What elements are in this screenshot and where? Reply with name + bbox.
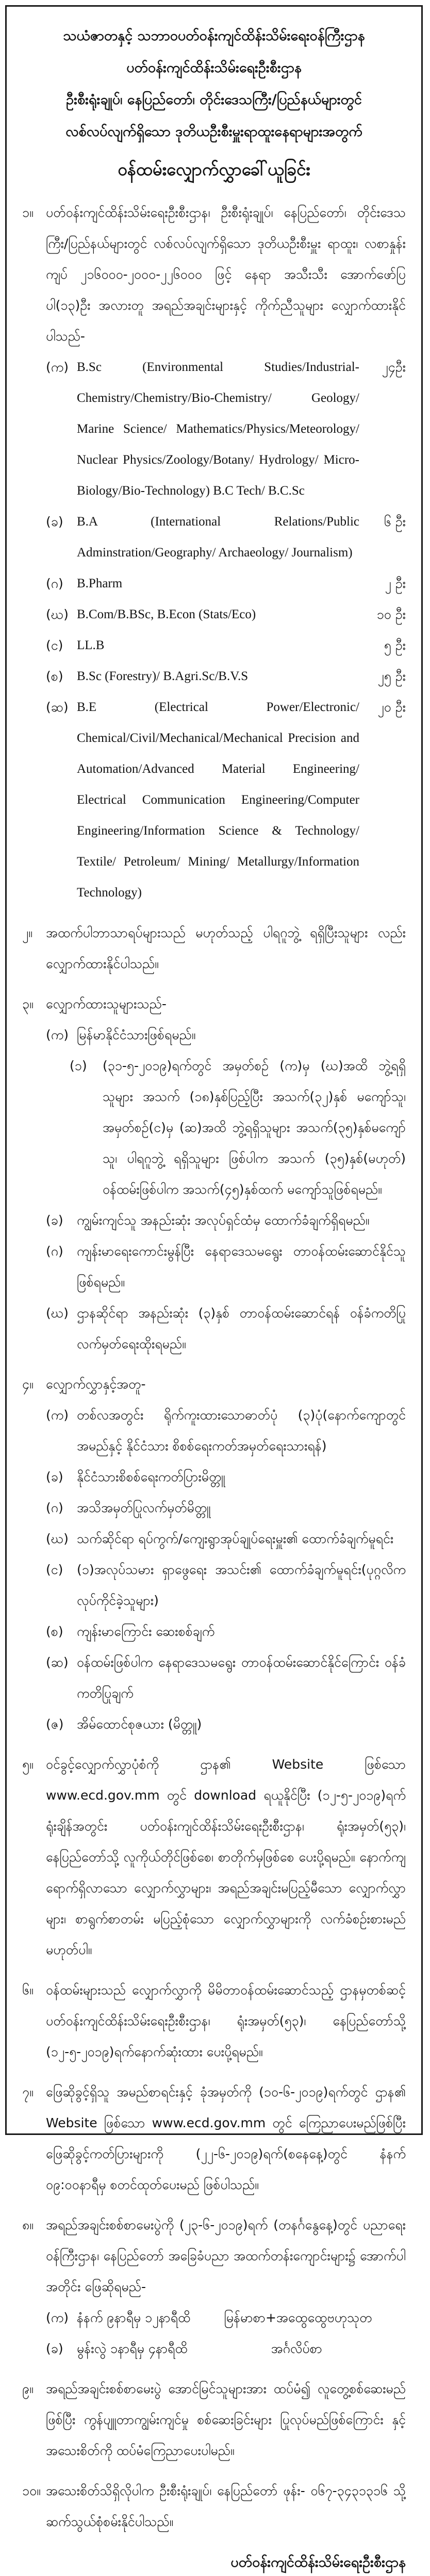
section-5 xyxy=(22,1749,406,1965)
section-number: ၁၀။ xyxy=(22,2483,41,2498)
exam-subject: အင်္ဂလိပ်စာ xyxy=(271,2341,322,2356)
item-text: ဌာနဆိုင်ရာ အနည်းဆုံး (၃)နှစ် တာဝန်ထမ်းဆောင်ရန် ဝန်ခံကတိပြု လက်မှတ်ရေးထိုးရမည်။ xyxy=(77,1306,406,1351)
degree-count: ၂၄ဦး xyxy=(382,360,406,375)
section-text: အသေးစိတ်သိရှိလိုပါက ဦးစီးရုံးချုပ်၊ နေပြည်တော် ဖုန်း- ၀၆၇-၃၄၃၁၃၁၆ သို့ ဆက်သွယ်စုံစမ်းနိုင်ပါသည်။ xyxy=(46,2483,406,2529)
item-number: (ခ) xyxy=(46,1469,63,1484)
degree-text: B.A (International Relations/Public Adminstration/Geography/ Archaeology/ Journalism) xyxy=(77,515,359,560)
eligibility-item xyxy=(46,1020,406,1050)
degree-item xyxy=(46,599,406,630)
exam-session xyxy=(46,2333,406,2364)
degree-number: (င) xyxy=(46,638,63,653)
issuing-department: ပတ်ဝန်းကျင်ထိန်းသိမ်းရေးဦးစီးဌာန xyxy=(230,2554,406,2570)
item-number: (ခ) xyxy=(46,2341,63,2356)
degree-text: LL.B xyxy=(77,638,105,652)
office-locations: ဦးစီးရုံးချုပ်၊ နေပြည်တော်၊ တိုင်းဒေသကြီး/ပြည်နယ်များတွင် xyxy=(66,92,362,108)
degree-count: ၂၅ ဦး xyxy=(377,669,406,684)
degree-item xyxy=(46,630,406,661)
exam-time: နံနက် ၉နာရီမှ ၁၂နာရီထိ xyxy=(77,2310,191,2325)
section-text: လျှောက်လွှာနှင့်အတူ- xyxy=(46,1377,146,1392)
section-1 xyxy=(22,197,406,352)
eligibility-item xyxy=(46,1236,406,1298)
degree-number: (ဆ) xyxy=(46,700,69,715)
section-number: ၇။ xyxy=(22,2084,34,2099)
exam-session xyxy=(46,2302,406,2333)
eligibility-item xyxy=(46,1205,406,1236)
item-text: အိမ်ထောင်စုဇယား (မိတ္တူ) xyxy=(77,1717,202,1732)
degree-text: B.Sc (Forestry)/ B.Agri.Sc/B.V.S xyxy=(77,669,249,683)
item-text: မြန်မာနိုင်ငံသားဖြစ်ရမည်။ xyxy=(77,1027,196,1042)
section-text: ဖြေဆိုခွင့်ရှိသူ အမည်စာရင်းနှင့် ခုံအမှတ်ကို (၁၀-၆-၂၀၁၉)ရက်တွင် ဌာန၏ Website ဖြစ်သော www.ecd.gov.mm တွင် ကြေညာပေးမည်ဖြစ်ပြီး ဖြေဆိုခွင့်ကတ်ပြားများကို (၂၂-၆-၂၀၁၉)ရက်(စနေနေ့)တွင် နံနက် ၀၉:၀၀နာရီမှ စတင်ထုတ်ပေးမည် ဖြစ်ပါသည်။ xyxy=(46,2084,406,2192)
section-number: ၃။ xyxy=(22,996,34,1011)
section-text: အရည်အချင်းစစ်စာမေးပွဲကို (၂၃-၆-၂၀၁၉)ရက် (တနင်္ဂနွေနေ့)တွင် ပညာရေးဝန်ကြီးဌာန၊ နေပြည်တော် အခြေခံပညာ အထက်တန်းကျောင်းများ၌ အောက်ပါအတိုင်း ဖြေဆိုရမည်- xyxy=(46,2217,406,2294)
attachment-item xyxy=(46,1523,406,1554)
degree-list xyxy=(22,352,406,908)
degree-number: (ဂ) xyxy=(46,576,63,591)
section-8 xyxy=(22,2210,406,2302)
item-number: (ဂ) xyxy=(46,1244,63,1259)
item-text: ဝန်ထမ်းဖြစ်ပါက နေရာဒေသမရွေး တာဝန်ထမ်းဆောင်နိုင်ကြောင်း ဝန်ခံကတိပြုချက် xyxy=(77,1655,406,1701)
section-text: လျှောက်ထားသူများသည်- xyxy=(46,996,167,1011)
degree-count: ၂ ဦး xyxy=(385,576,406,591)
section-3 xyxy=(22,989,406,1020)
degree-item xyxy=(46,352,406,506)
ministry-name: သယံဇာတနှင့် သဘာဝပတ်ဝန်းကျင်ထိန်းသိမ်းရေးဝန်ကြီးဌာန xyxy=(63,28,365,44)
exam-schedule xyxy=(22,2302,406,2364)
exam-subject: မြန်မာစာ+အထွေထွေဗဟုသုတ xyxy=(224,2310,372,2325)
item-text: သက်ဆိုင်ရာ ရပ်ကွက်/ကျေးရွာအုပ်ချုပ်ရေးမှူး၏ ထောက်ခံချက်မူရင်း xyxy=(77,1531,394,1546)
degree-item xyxy=(46,692,406,908)
section-number: ၆။ xyxy=(22,1982,34,1997)
section-number: ၉။ xyxy=(22,2381,34,2396)
item-number: (က) xyxy=(46,2310,69,2325)
item-number: (က) xyxy=(46,1408,69,1422)
announcement-page xyxy=(5,5,423,2570)
section-text: ဝင်ခွင့်လျှောက်လွှာပုံစံကို ဌာန၏ Website ဖြစ်သော www.ecd.gov.mm တွင် download ရယူနိုင်ပြီး (၁၂-၅-၂၀၁၉)ရက် ရုံးချိန်အတွင်း ပတ်ဝန်းကျင်ထိန်းသိမ်းရေးဦးစီးဌာန၊ ရုံးအမှတ်(၅၃)၊ နေပြည်တော်သို့ လူကိုယ်တိုင်ဖြစ်စေ၊ စာတိုက်မှဖြစ်စေ ပေးပို့ရမည်။ နောက်ကျရောက်ရှိလာသော လျှောက်လွှာများ၊ အရည်အချင်းမပြည့်မီသော လျှောက်လွှာများ၊ စာရွက်စာတမ်း မပြည့်စုံသော လျှောက်လွှာများကို လက်ခံစဉ်းစားမည် မဟုတ်ပါ။ xyxy=(46,1757,406,1957)
eligibility-item xyxy=(46,1298,406,1360)
eligibility-sub-item xyxy=(70,1050,406,1205)
item-number: (င) xyxy=(46,1562,63,1577)
section-text: ဝန်ထမ်းများသည် လျှောက်လွှာကို မိမိတာဝန်ထမ်းဆောင်သည့် ဌာနမှတစ်ဆင့် ပတ်ဝန်းကျင်ထိန်းသိမ်းရေးဦးစီးဌာန၊ ရုံးအမှတ်(၅၃)၊ နေပြည်တော်သို့ (၁၂-၅-၂၀၁၉)ရက်နောက်ဆုံးထား ပေးပို့ရမည်။ xyxy=(46,1982,406,2059)
attachment-item xyxy=(46,1616,406,1647)
degree-text: B.Sc (Environmental Studies/Industrial-Chemistry/Chemistry/Bio-Chemistry/ Geology/ Marine Science/ Mathematics/Physics/Meteorology/ Nuclear Physics/Zoology/Botany/ Hydrology/ Micro-Biology/Bio-Technology) B.C Tech/ B.C.Sc xyxy=(77,360,359,498)
section-text: အထက်ပါဘာသာရပ်များသည် မဟုတ်သည့် ပါရဂူဘွဲ့ ရရှိပြီးသူများ လည်း လျှောက်ထားနိုင်ပါသည်။ xyxy=(46,925,406,971)
item-number: (ဃ) xyxy=(46,1531,69,1546)
item-number: (ဂ) xyxy=(46,1500,63,1515)
page-title: ဝန်ထမ်းလျှောက်လွှာခေါ်ယူခြင်း xyxy=(118,159,310,179)
section-10 xyxy=(22,2476,406,2537)
vacancy-description: လစ်လပ်လျက်ရှိသော ဒုတိယဦးစီးမှူးရာထူးနေရာများအတွက် xyxy=(65,124,362,140)
section-9 xyxy=(22,2374,406,2466)
attachment-item xyxy=(46,1462,406,1493)
section-number: ၂။ xyxy=(22,925,32,940)
attachment-item xyxy=(46,1554,406,1616)
sub-item-text: (၃၁-၅-၂၀၁၉)ရက်တွင် အမှတ်စဉ် (က)မှ (ဃ)အထိ ဘွဲ့ရရှိသူများ အသက် (၁၈)နှစ်ပြည့်ပြီး အသက်(၃၂)နှစ် မကျော်သူ၊ အမှတ်စဉ်(င)မှ (ဆ)အထိ ဘွဲ့ရရှိသူများ အသက်(၃၅)နှစ်မကျော်သူ၊ ပါရဂူဘွဲ့ ရရှိသူများ ဖြစ်ပါက အသက် (၃၅)နှစ်(မဟုတ်) ဝန်ထမ်းဖြစ်ပါက အသက်(၄၅)နှစ်ထက် မကျော်သူဖြစ်ရမည်။ xyxy=(103,1058,406,1197)
section-7 xyxy=(22,2077,406,2200)
attachment-item xyxy=(46,1709,406,1740)
degree-item xyxy=(46,568,406,599)
attachment-item xyxy=(46,1493,406,1523)
exam-time: မွန်းလွဲ ၁နာရီမှ ၄နာရီထိ xyxy=(77,2341,188,2356)
item-text: ကျန်းမာရေးကောင်းမွန်ပြီး နေရာဒေသမရွေး တာဝန်ထမ်းဆောင်နိုင်သူဖြစ်ရမည်။ xyxy=(77,1244,406,1290)
degree-count: ၆ ဦး xyxy=(384,514,406,529)
degree-count: ၅ ဦး xyxy=(384,638,406,653)
item-number: (ဇ) xyxy=(46,1717,64,1732)
degree-number: (စ) xyxy=(46,669,63,684)
section-2 xyxy=(22,918,406,979)
degree-text: B.Com/B.BSc, B.Econ (Stats/Eco) xyxy=(77,607,256,621)
degree-item xyxy=(46,661,406,692)
degree-text: B.Pharm xyxy=(77,577,123,590)
item-number: (က) xyxy=(46,1027,69,1042)
section-4 xyxy=(22,1369,406,1400)
section-6 xyxy=(22,1975,406,2067)
header xyxy=(22,20,406,188)
attachment-item xyxy=(46,1400,406,1462)
section-text: ပတ်ဝန်းကျင်ထိန်းသိမ်းရေးဦးစီးဌာန၊ ဦးစီးရုံးချုပ်၊ နေပြည်တော်၊ တိုင်းဒေသကြီး/ပြည်နယ်များတွင် လစ်လပ်လျက်ရှိသော ဒုတိယဦးစီးမှူး ရာထူး၊ လစာနှုန်း ကျပ် ၂၁၆၀၀၀-၂၀၀၀-၂၂၆၀၀၀ ဖြင့် နေရာ အသီးသီး အောက်ဖော်ပြပါ(၁၃)ဦး အလားတူ အရည်အချင်းများနှင့် ကိုက်ညီသူများ လျှောက်ထားနိုင်ပါသည်- xyxy=(46,205,406,344)
section-number: ၅။ xyxy=(22,1757,34,1772)
item-text: တစ်လအတွင်း ရိုက်ကူးထားသောဓာတ်ပုံ (၃)ပုံ(နောက်ကျောတွင် အမည်နှင့် နိုင်ငံသား စိစစ်ရေးကတ်အမှတ်ရေးသားရန်) xyxy=(77,1408,406,1453)
attachments-list xyxy=(22,1400,406,1740)
item-number: (ခ) xyxy=(46,1213,63,1228)
item-number: (ဆ) xyxy=(46,1655,69,1670)
degree-count: ၂၀ ဦး xyxy=(377,700,406,715)
item-text: နိုင်ငံသားစိစစ်ရေးကတ်ပြားမိတ္တူ xyxy=(77,1469,225,1484)
degree-text: B.E (Electrical Power/Electronic/ Chemical/Civil/Mechanical/Mechanical Precision and Automation/Advanced Material Engineering/ Electrical Communication Engineering/Computer Engineering/Information Science & Technology/ Textile/ Petroleum/ Mining/ Metallurgy/Information Technology) xyxy=(77,700,359,900)
degree-number: (ခ) xyxy=(46,514,63,529)
attachment-item xyxy=(46,1647,406,1709)
section-number: ၁။ xyxy=(22,205,34,220)
item-text: အသိအမှတ်ပြုလက်မှတ်မိတ္တူ xyxy=(77,1500,211,1515)
item-text: ကျွမ်းကျင်သူ အနည်းဆုံး အလုပ်ရှင်ထံမှ ထောက်ခံချက်ရှိရမည်။ xyxy=(77,1213,370,1228)
eligibility-sub-list xyxy=(46,1050,406,1205)
degree-item xyxy=(46,506,406,568)
eligibility-list xyxy=(22,1020,406,1360)
sub-item-number: (၁) xyxy=(70,1058,87,1073)
section-text: အရည်အချင်းစစ်စာမေးပွဲ အောင်မြင်သူများအား ထပ်မံ၍ လူတွေ့စစ်ဆေးမည်ဖြစ်ပြီး ကွန်ပျူတာကျွမ်းကျင်မှု စစ်ဆေးခြင်းများ ပြုလုပ်မည်ဖြစ်ကြောင်း နှင့် အသေးစိတ်ကို ထပ်မံကြေညာပေးပါမည်။ xyxy=(46,2381,406,2458)
degree-number: (ဃ) xyxy=(46,607,69,622)
department-name: ပတ်ဝန်းကျင်ထိန်းသိမ်းရေးဦးစီးဌာန xyxy=(126,60,302,76)
degree-number: (က) xyxy=(46,360,69,375)
degree-count: ၁၀ ဦး xyxy=(376,607,406,622)
item-number: (ဃ) xyxy=(46,1306,69,1320)
item-number: (စ) xyxy=(46,1624,63,1639)
section-number: ၈။ xyxy=(22,2217,34,2232)
item-text: (၁)အလုပ်သမား ရှာဖွေရေး အသင်း၏ ထောက်ခံချက်မူရင်း(ပုဂ္ဂလိကလုပ်ကိုင်ခဲ့သူများ) xyxy=(77,1562,406,1608)
section-number: ၄။ xyxy=(22,1377,34,1392)
item-text: ကျန်းမာကြောင်း ဆေးစစ်ချက် xyxy=(77,1624,215,1639)
